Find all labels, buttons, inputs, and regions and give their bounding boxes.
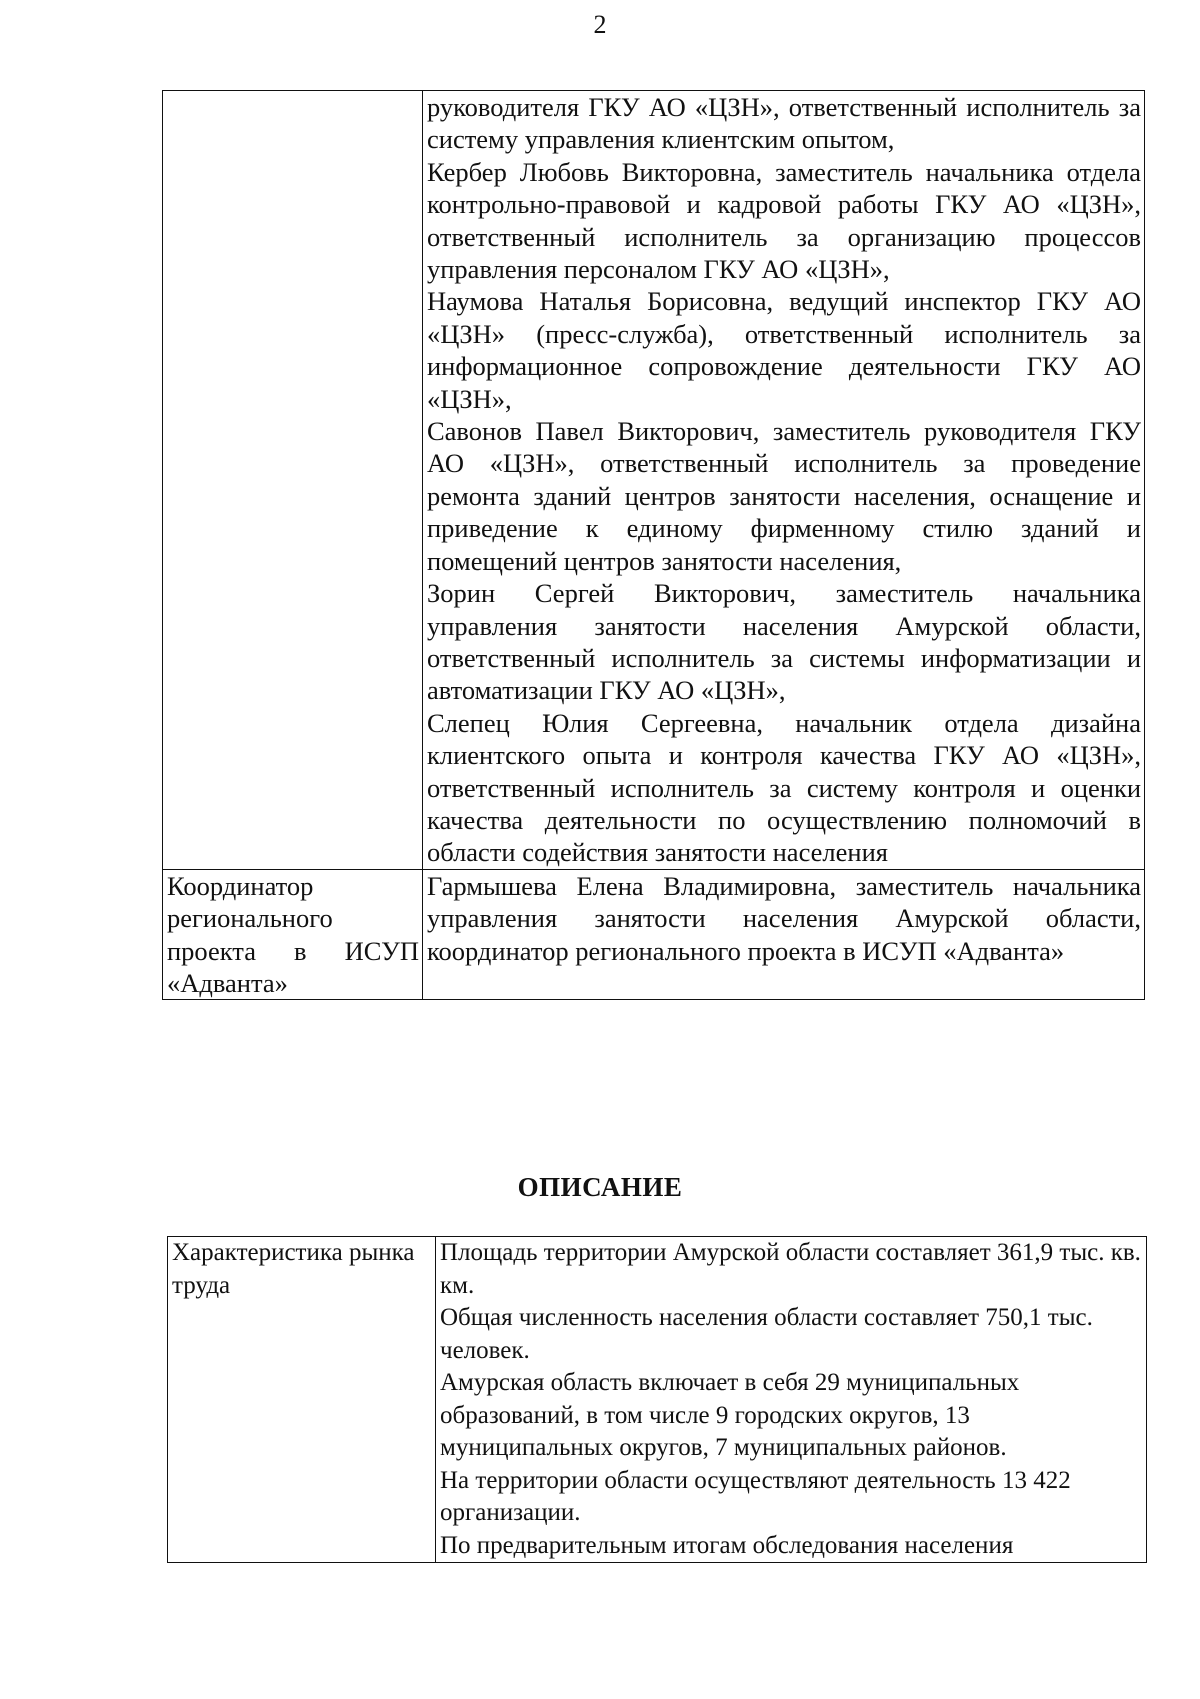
description-paragraph: Общая численность населения области составляет 750,1 тыс. человек. xyxy=(440,1304,1093,1364)
coordinator-value-cell xyxy=(423,869,1145,1000)
table-row xyxy=(163,869,1145,1000)
section-heading: ОПИСАНИЕ xyxy=(517,1172,683,1202)
description-table xyxy=(167,1236,1147,1563)
labor-market-label: Характеристика рынка труда xyxy=(168,1237,436,1563)
list-item: Слепец Юлия Сергеевна, начальник отдела дизайна клиентского опыта и контроля качества ГКУ АО «ЦЗН», ответственный исполнитель за систему контроля и оценки качества деятельности по осуществлению полномочий в области содействия занятости населения xyxy=(427,707,1141,868)
description-paragraph: По предварительным итогам обследования населения xyxy=(440,1531,1014,1559)
description-paragraph: На территории области осуществляют деятельность 13 422 организации. xyxy=(440,1466,1071,1526)
page-number: 2 xyxy=(593,10,607,39)
list-item: Наумова Наталья Борисовна, ведущий инспектор ГКУ АО «ЦЗН» (пресс-служба), ответственный исполнитель за информационное сопровождение деятельности ГКУ АО «ЦЗН», xyxy=(427,286,1141,414)
list-item: Зорин Сергей Викторович, заместитель начальника управления занятости населения Амурской области, ответственный исполнитель за системы информатизации и автоматизации ГКУ АО «ЦЗН», xyxy=(427,578,1141,706)
list-item: руководителя ГКУ АО «ЦЗН», ответственный исполнитель за систему управления клиентским опытом, xyxy=(427,92,1141,155)
list-item: Савонов Павел Викторович, заместитель руководителя ГКУ АО «ЦЗН», ответственный исполнитель за проведение ремонта зданий центров занятости населения, оснащение и приведение к единому фирменному стилю зданий и помещений центров занятости населения, xyxy=(427,416,1141,576)
coordinator-value: Гармышева Елена Владимировна, заместитель начальника управления занятости населения Амурской области, координатор регионального проекта в ИСУП «Адванта» xyxy=(427,870,1141,966)
coordinator-label: Координатор регионального проекта в ИСУП «Адванта» xyxy=(163,869,423,1000)
responsible-persons-table xyxy=(162,90,1145,1000)
responsible-list-cell xyxy=(423,91,1145,870)
empty-label-cell xyxy=(163,91,423,870)
list-item: Кербер Любовь Викторовна, заместитель начальника отдела контрольно-правовой и кадровой работы ГКУ АО «ЦЗН», ответственный исполнитель за организацию процессов управления персоналом ГКУ АО «ЦЗН», xyxy=(427,156,1141,285)
labor-market-description-cell xyxy=(436,1237,1147,1563)
table-row xyxy=(163,91,1145,870)
table-row xyxy=(168,1237,1147,1563)
description-paragraph: Площадь территории Амурской области составляет 361,9 тыс. кв. км. xyxy=(440,1239,1141,1299)
description-paragraph: Амурская область включает в себя 29 муниципальных образований, в том числе 9 городских округов, 13 муниципальных округов, 7 муниципальных районов. xyxy=(440,1369,1020,1461)
